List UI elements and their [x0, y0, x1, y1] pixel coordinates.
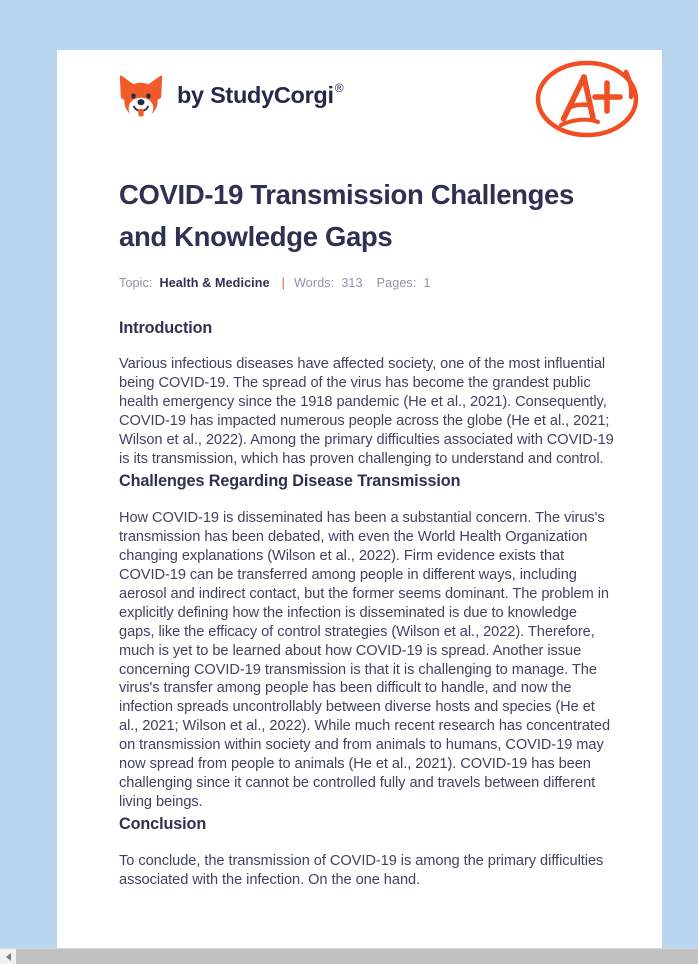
pages-value: 1 — [423, 275, 431, 290]
brand-name: StudyCorgi — [210, 82, 334, 109]
brand-wordmark — [177, 81, 344, 109]
document-page — [57, 50, 662, 948]
page-title: COVID-19 Transmission Challenges and Knowledge Gaps — [119, 179, 574, 252]
scroll-left-button[interactable] — [0, 949, 16, 964]
studycorgi-logo-lockup[interactable] — [119, 73, 342, 119]
section-heading-introduction: Introduction — [119, 318, 213, 337]
section-body-challenges: How COVID-19 is disseminated has been a substantial concern. The virus's transmission has been debated, with even the World Health Organization changing explanations (Wilson et al., 2022). Firm evidence exists that COVID-19 can be transferred among people in different ways, including aerosol and indirect contact, but the former seems dominant. The problem in explicitly defining how the infection is disseminated is due to knowledge gaps, like the efficacy of control strategies (Wilson et al., 2022). Therefore, much is yet to be learned about how COVID-19 is spread. Another issue concerning COVID-19 transmission is that it is challenging to manage. The virus's transfer among people has been difficult to handle, and now the infection spreads uncontrollably between diverse hosts and species (He et al., 2021; Wilson et al., 2022). While much recent research has concentrated on transmission within society and from animals to humans, COVID-19 may now spread from people to animals (He et al., 2021). COVID-19 has been challenging since it cannot be controlled fully and travels between different living beings. — [119, 509, 611, 811]
words-value: 313 — [341, 275, 363, 290]
section-heading-challenges: Challenges Regarding Disease Transmission — [119, 472, 461, 491]
section-body-conclusion: To conclude, the transmission of COVID-19 is among the primary difficulties associated with the infection. On the one hand. — [119, 852, 604, 888]
topic-value[interactable]: Health & Medicine — [159, 275, 270, 290]
document-metadata — [119, 276, 614, 290]
a-plus-badge-icon — [532, 55, 642, 145]
triangle-left-icon — [6, 953, 11, 961]
horizontal-scrollbar[interactable] — [0, 948, 698, 964]
pages-label: Pages: — [376, 275, 417, 290]
corgi-mascot-icon — [119, 73, 163, 119]
branding-header — [57, 50, 662, 152]
document-content — [57, 152, 662, 890]
scrollbar-track[interactable] — [16, 949, 698, 964]
topic-label: Topic: — [119, 275, 153, 290]
section-body-introduction: Various infectious diseases have affected society, one of the most influential being COVID-19. The spread of the virus has become the grandest public health emergency since the 1918 pandemic (He et al., 2021). Consequently, COVID-19 has impacted numerous people across the globe (He et al., 2021; Wilson et al., 2022). Among the primary difficulties associated with COVID-19 is its transmission, which has proven challenging to understand and control. — [119, 356, 614, 468]
scrollbar-thumb[interactable] — [16, 949, 698, 964]
registered-mark-icon: ® — [334, 81, 344, 96]
brand-prefix: by — [177, 82, 211, 109]
words-label: Words: — [294, 275, 335, 290]
meta-separator: | — [281, 275, 286, 290]
section-heading-conclusion: Conclusion — [119, 815, 207, 834]
